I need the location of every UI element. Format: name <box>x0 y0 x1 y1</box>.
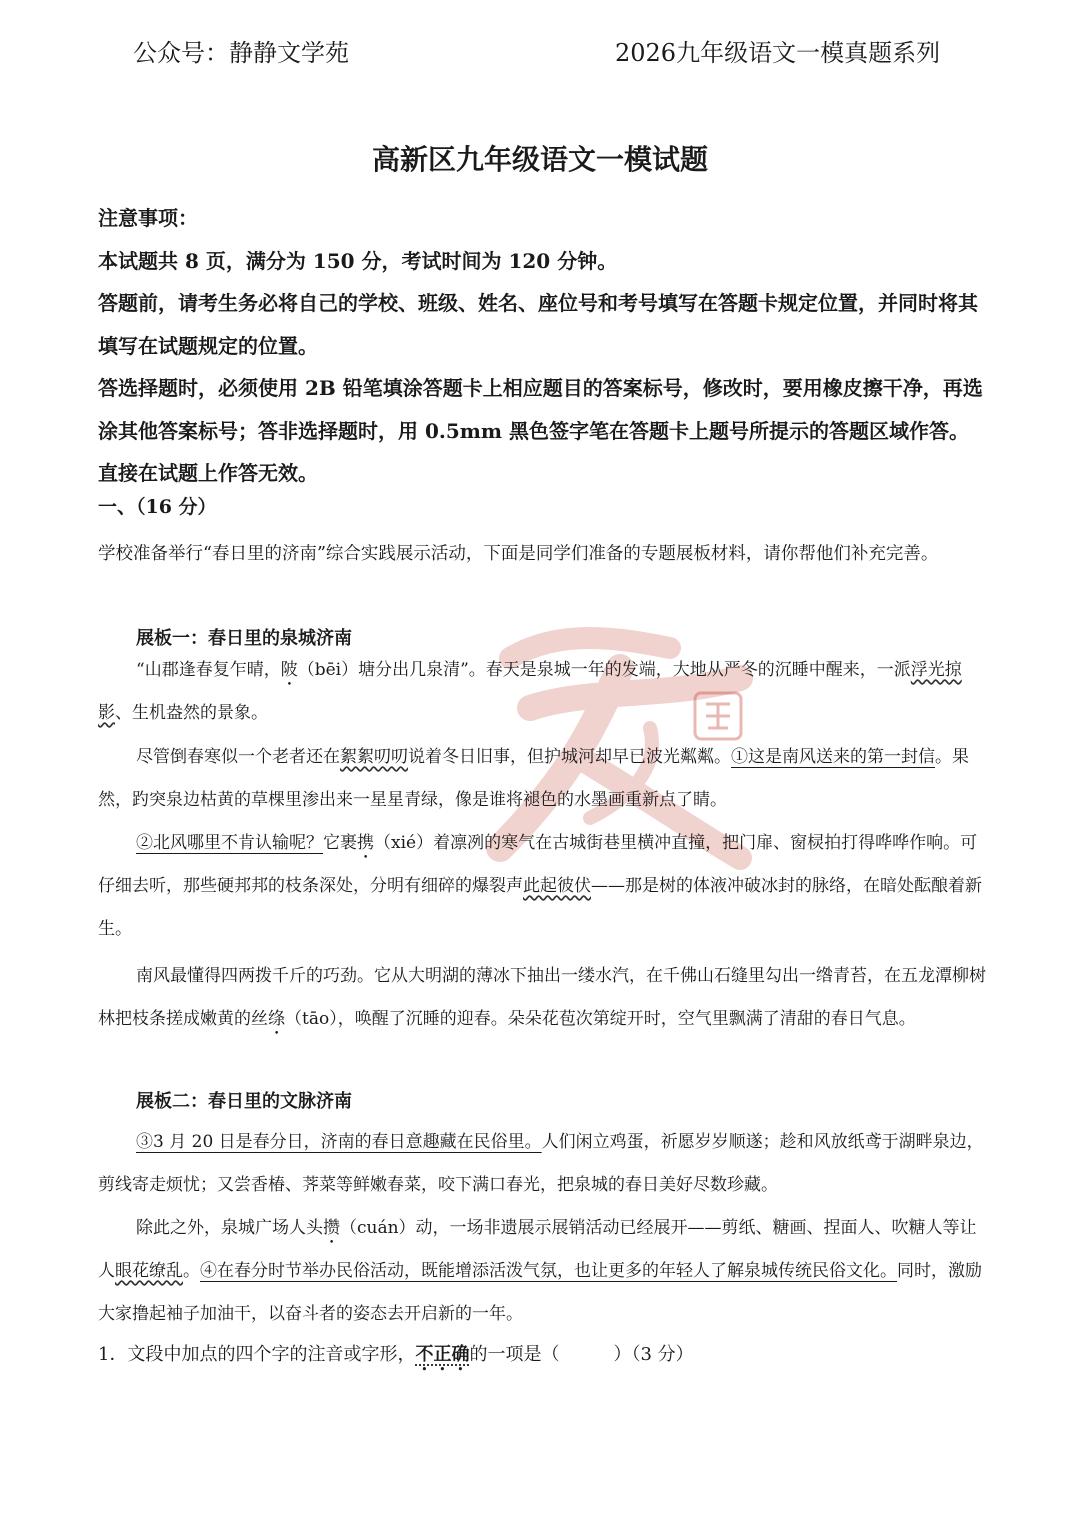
underlined-sentence-2: ②北风哪里不肯认输呢？ <box>136 833 323 853</box>
text-run: 人们闲立鸡蛋，祈愿岁岁顺遂；趁和风放纸鸢于湖畔泉边，剪线寄走烦忧；又尝香椿、荠菜等鲜嫩春菜，咬下满口春光，把泉城的春日美好尽数珍藏。 <box>98 1132 984 1195</box>
notes-line-1: 本试题共 8 页，满分为 150 分，考试时间为 120 分钟。 <box>98 248 618 273</box>
text-run: 。果然，趵突泉边枯黄的草棵里渗出来一星星青绿，像是谁将褪色的水墨画重新点了睛。 <box>98 747 969 810</box>
question-1 <box>98 1333 988 1376</box>
header-series: 2026九年级语文一模真题系列 <box>615 39 941 67</box>
text-run: （cuán）动，一场非遗展示展销活动已经展开——剪纸、糖画、捏面人、吹糖人等让人 <box>98 1218 977 1281</box>
text-run: 、生机盎然的景象。 <box>115 703 268 723</box>
wavy-phrase: 此起彼伏 <box>523 876 591 896</box>
exam-notes <box>98 197 988 495</box>
dotted-char: 绦 <box>268 1009 285 1029</box>
text-run: ——那是树的体液冲破冰封的脉络，在暗处酝酿着新生。 <box>98 876 982 939</box>
board2-title: 展板二：春日里的文脉济南 <box>136 1091 352 1112</box>
board1-paragraph-1 <box>98 649 988 735</box>
text-run: “山郡逢春复乍晴， <box>136 660 281 680</box>
text-run: 的一项是（ ）（3 分） <box>469 1344 694 1365</box>
page-title: 高新区九年级语文一模试题 <box>371 143 708 176</box>
wavy-phrase: 浮光掠影 <box>98 660 962 723</box>
text-run: 同时，激励大家撸起袖子加油干，以奋斗者的姿态去开启新的一年。 <box>98 1261 982 1324</box>
underlined-sentence-3: ③3 月 20 日是春分日，济南的春日意趣藏在民俗里。 <box>136 1132 542 1152</box>
board1-paragraph-4 <box>98 955 988 1041</box>
board1-title: 展板一：春日里的泉城济南 <box>136 628 352 649</box>
emphasis-incorrect: 不正确 <box>415 1344 470 1365</box>
underlined-sentence-4: ④在春分时节举办民俗活动，既能增添活泼气氛，也让更多的年轻人了解泉城传统民俗文化。 <box>200 1261 897 1281</box>
text-run: 它裹 <box>323 833 357 853</box>
notes-line-3: 答选择题时，必须使用 2B 铅笔填涂答题卡上相应题目的答案标号，修改时，要用橡皮擦干净，再选涂其他答案标号；答非选择题时，用 0.5mm 黑色签字笔在答题卡上题号所提示的答题区域作答。直接在试题上作答无效。 <box>98 376 983 485</box>
text-run: 说着冬日旧事，但护城河却早已波光粼粼。 <box>408 747 731 767</box>
dotted-char: 攒 <box>323 1218 340 1238</box>
text-run: 。 <box>183 1261 200 1281</box>
dotted-char: 携 <box>357 833 374 853</box>
board2-paragraph-1 <box>98 1121 988 1207</box>
underlined-sentence-1: ①这是南风送来的第一封信 <box>731 747 935 767</box>
board1-paragraph-2 <box>98 736 988 822</box>
section-heading: 一、（16 分） <box>98 496 217 518</box>
section-intro: 学校准备举行“春日里的济南”综合实践展示活动，下面是同学们准备的专题展板材料，请你帮他们补充完善。 <box>98 544 939 564</box>
text-run: （tāo），唤醒了沉睡的迎春。朵朵花苞次第绽开时，空气里飘满了清甜的春日气息。 <box>285 1009 916 1029</box>
text-run: 1．文段中加点的四个字的注音或字形， <box>98 1344 416 1365</box>
wavy-phrase: 絮絮叨叨 <box>340 747 408 767</box>
text-run: 除此之外，泉城广场人头 <box>136 1218 323 1238</box>
board2-paragraph-2 <box>98 1207 988 1336</box>
text-run: （xié）着凛冽的寒气在古城街巷里横冲直撞，把门扉、窗棂拍打得哗哗作响。可仔细去听，那些硬邦邦的枝条深处，分明有细碎的爆裂声 <box>98 833 978 896</box>
text-run: 尽管倒春寒似一个老者还在 <box>136 747 340 767</box>
notes-line-2: 答题前，请考生务必将自己的学校、班级、姓名、座位号和考号填写在答题卡规定位置，并同时将其填写在试题规定的位置。 <box>98 291 978 358</box>
notes-heading: 注意事项： <box>98 206 198 230</box>
wavy-phrase: 眼花缭乱 <box>115 1261 183 1281</box>
board1-paragraph-3 <box>98 822 988 951</box>
dotted-char: 陂 <box>280 660 298 680</box>
text-run: 南风最懂得四两拨千斤的巧劲。它从大明湖的薄冰下抽出一缕水汽，在千佛山石缝里勾出一绺青苔，在五龙潭柳树林把枝条搓成嫩黄的丝 <box>98 966 986 1029</box>
header-account: 公众号：静静文学苑 <box>133 39 349 67</box>
text-run: （bēi）塘分出几泉清”。春天是泉城一年的发端，大地从严冬的沉睡中醒来，一派 <box>297 660 911 680</box>
